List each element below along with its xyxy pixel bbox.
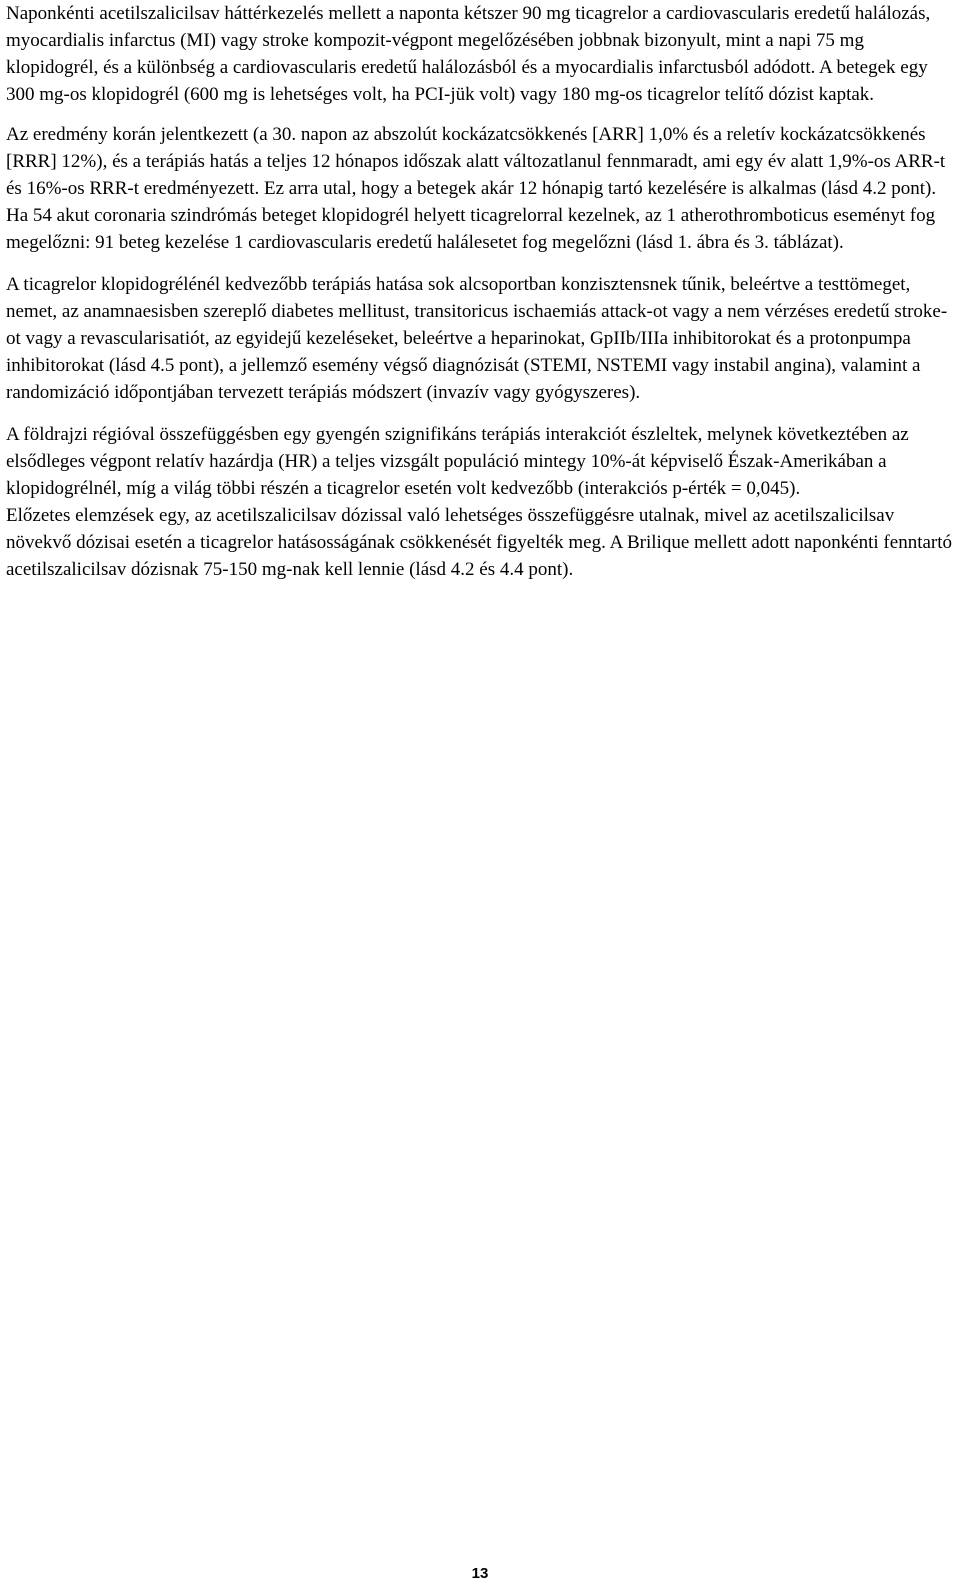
paragraph-subgroups: A ticagrelor klopidogrélénél kedvezőbb terápiás hatása sok alcsoportban konzisztensnek tűnik, beleértve a testtömeget, nemet, az anamnaesisben szereplő diabetes mellitust, transitoricus ischaemiás attack-ot vagy a nem vérzéses eredetű stroke-ot vagy a revascularisatiót, az egyidejű kezeléseket, beleértve a heparinokat, GpIIb/IIIa inhibitorokat és a protonpumpa inhibitorokat (lásd 4.5 pont), a jellemző esemény végső diagnózisát (STEMI, NSTEMI vagy instabil angina), valamint a randomizáció időpontjában tervezett terápiás módszert (invazív vagy gyógyszeres). bbox=[6, 274, 948, 403]
page-number: 13 bbox=[471, 1565, 489, 1582]
paragraph-primary-endpoint: Naponkénti acetilszalicilsav háttérkezelés mellett a naponta kétszer 90 mg ticagrelor a cardiovascularis eredetű halálozás, myocardialis infarctus (MI) vagy stroke kompozit-végpont megelőzésében jobbnak bizonyult, mint a napi 75 mg klopidogrél, és a különbség a cardiovascularis eredetű halálozásból és a myocardialis infarctusból adódott. A betegek egy 300 mg-os klopidogrél (600 mg is lehetséges volt, ha PCI-jük volt) vagy 180 mg-os ticagrelor telítő dózist kaptak. bbox=[6, 3, 931, 105]
paragraph-regional-interaction: A földrajzi régióval összefüggésben egy gyengén szignifikáns terápiás interakciót észleltek, melynek következtében az elsődleges végpont relatív hazárdja (HR) a teljes vizsgált populáció mintegy 10%-át képviselő Észak-Amerikában a klopidogrélnél, míg a világ többi részén a ticagrelor esetén volt kedvezőbb (interakciós p-érték = 0,045). bbox=[6, 424, 909, 499]
paragraph-early-result: Az eredmény korán jelentkezett (a 30. napon az abszolút kockázatcsökkenés [ARR] 1,0% és a reletív kockázatcsökkenés [RRR] 12%), és a terápiás hatás a teljes 12 hónapos időszak alatt változatlanul fennmaradt, ami egy év alatt 1,9%-os ARR-t és 16%-os RRR-t eredményezett. Ez arra utal, hogy a betegek akár 12 hónapig tartó kezelésére is alkalmas (lásd 4.2 pont). Ha 54 akut coronaria szindrómás beteget klopidogrél helyett ticagrelorral kezelnek, az 1 atherothromboticus eseményt fog megelőzni: 91 beteg kezelése 1 cardiovascularis eredetű halálesetet fog megelőzni (lásd 1. ábra és 3. táblázat). bbox=[6, 124, 946, 253]
document-body bbox=[6, 0, 953, 583]
paragraph-aspirin-dose: Előzetes elemzések egy, az acetilszalicilsav dózissal való lehetséges összefüggésre utalnak, mivel az acetilszalicilsav növekvő dózisai esetén a ticagrelor hatásosságának csökkenését figyelték meg. A Brilique mellett adott naponkénti fenntartó acetilszalicilsav dózisnak 75-150 mg-nak kell lennie (lásd 4.2 és 4.4 pont). bbox=[6, 505, 953, 580]
